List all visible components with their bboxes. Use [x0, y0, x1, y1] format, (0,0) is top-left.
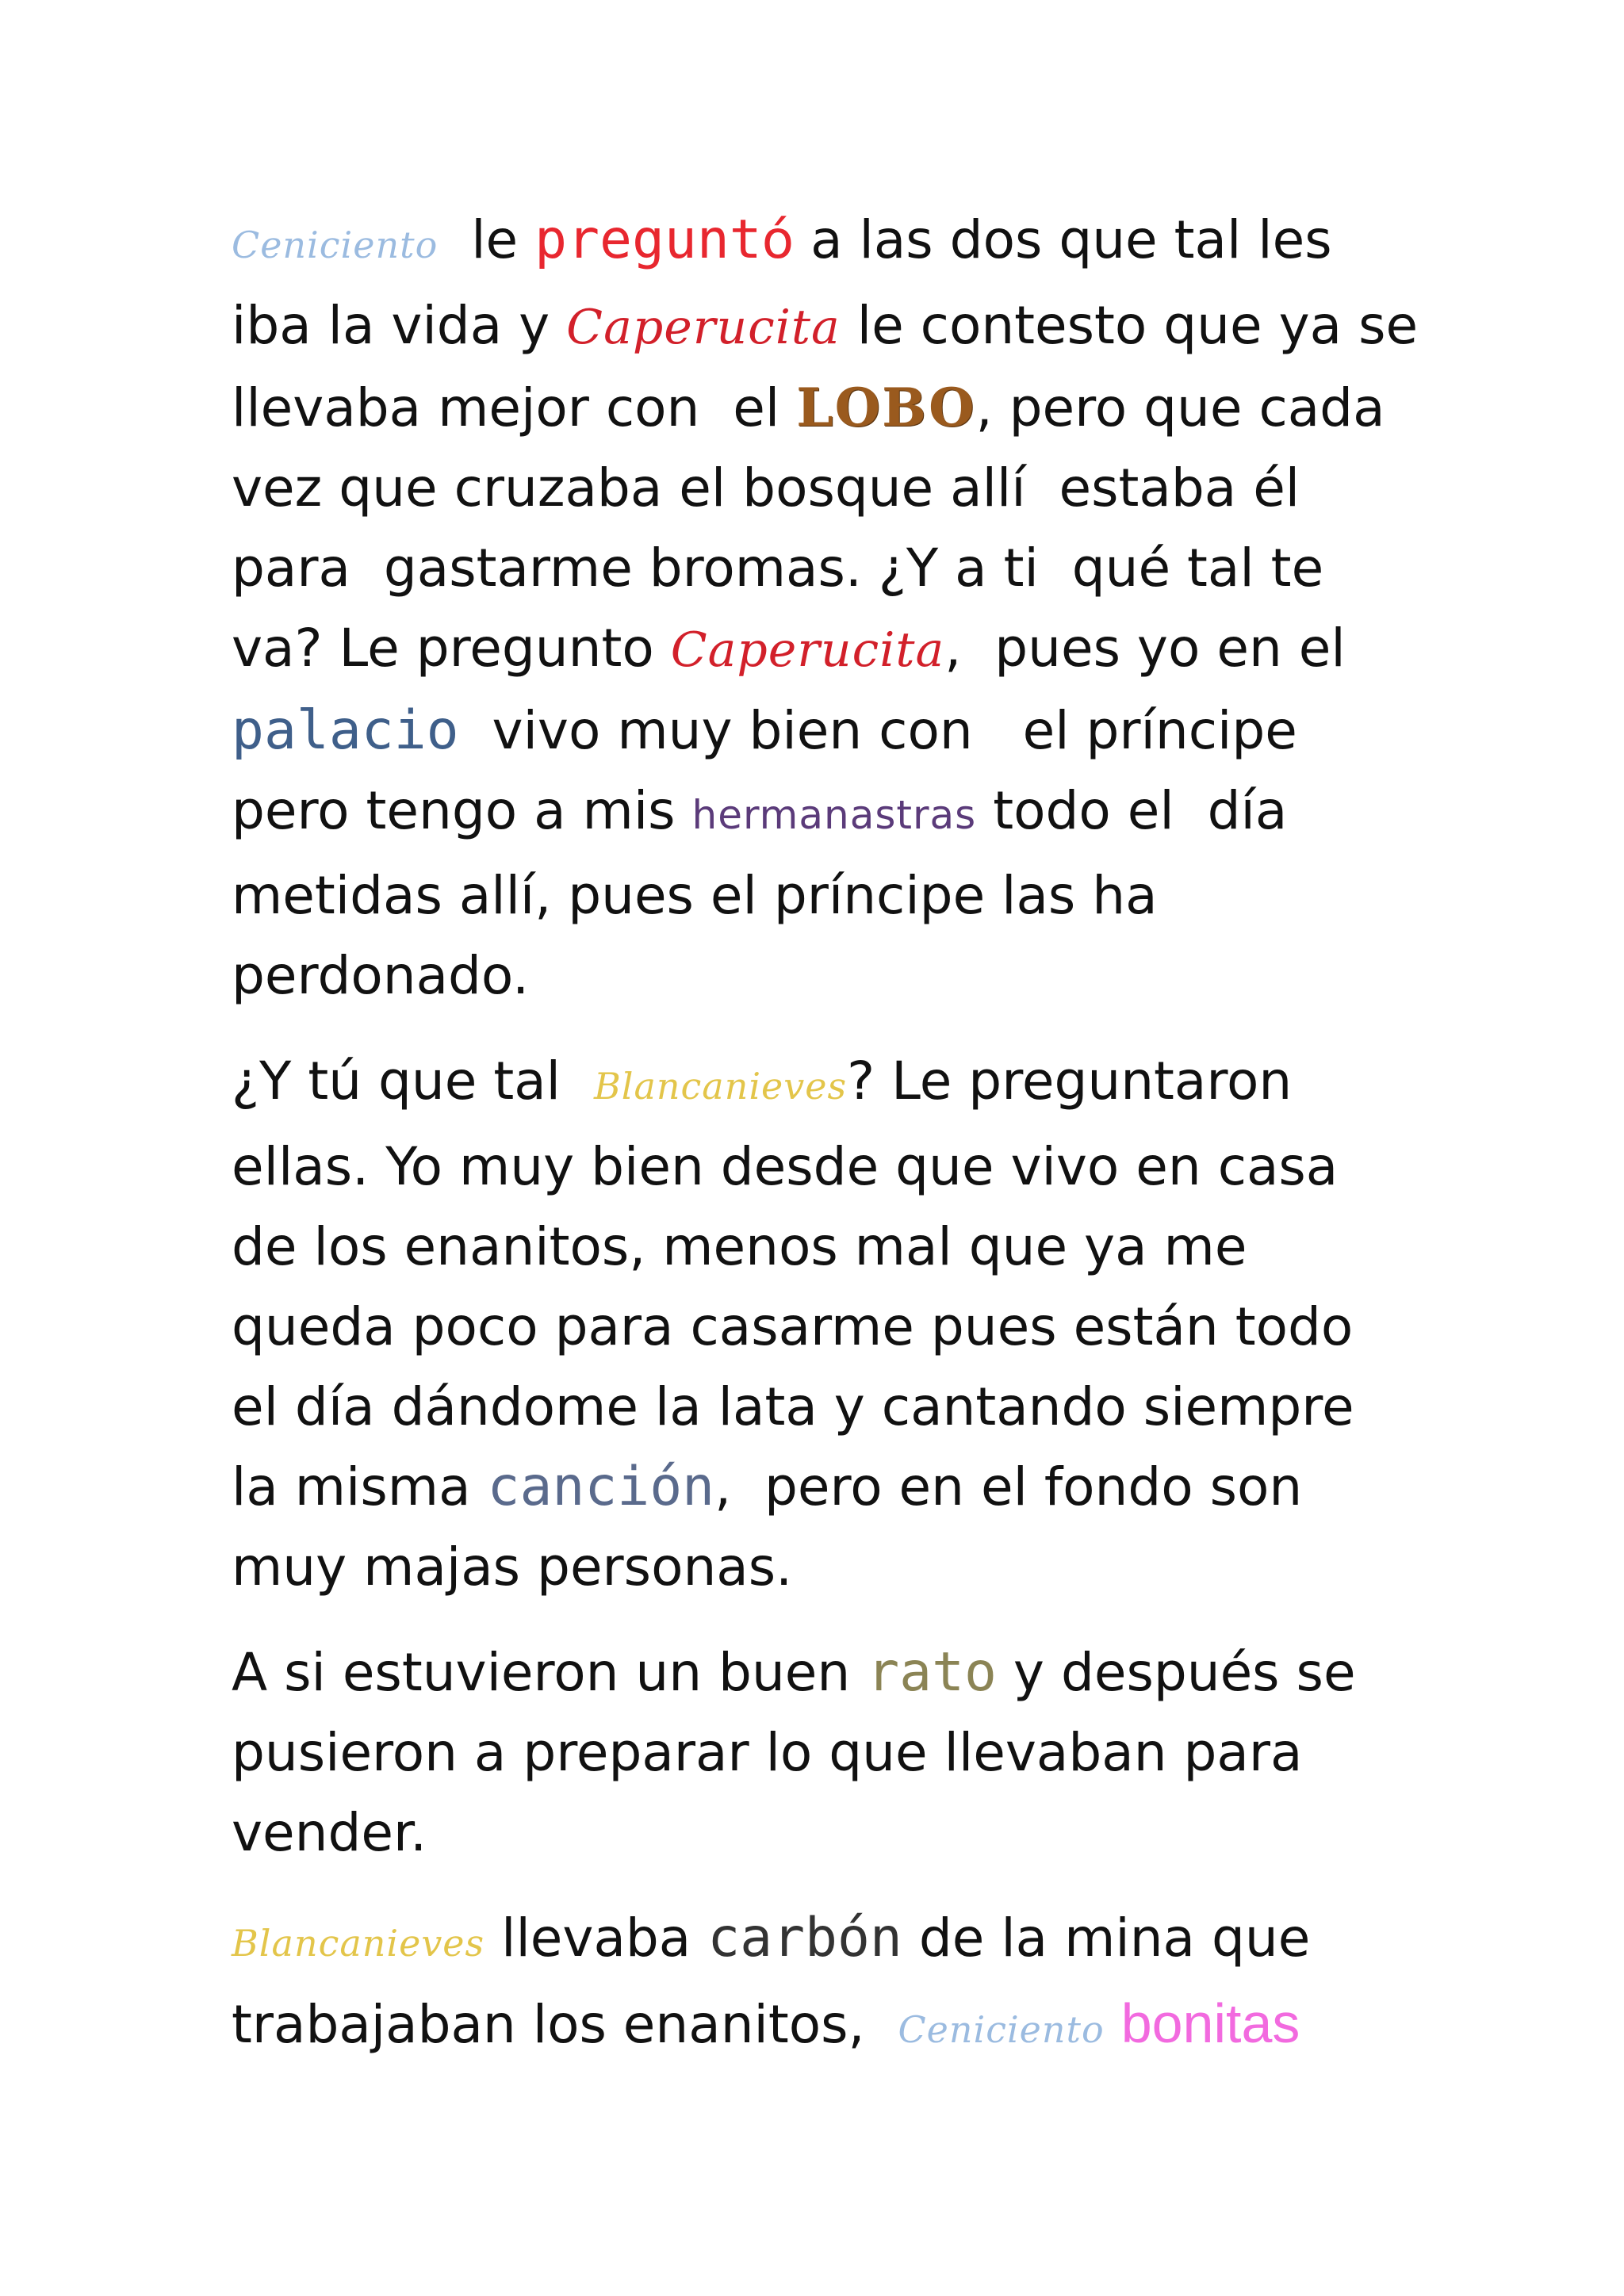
- text-line: [232, 855, 1405, 936]
- text-line: [232, 528, 1405, 608]
- text-line: [232, 200, 1405, 285]
- styled-word-gold-script: Blancanieves: [232, 1922, 485, 1965]
- text-run: , pero en el fondo son: [714, 1456, 1303, 1517]
- text-run: a las dos que tal les: [794, 209, 1332, 270]
- text-run: para gastarme bromas. ¿Y a ti qué tal te: [232, 538, 1324, 599]
- text-run: todo el día: [976, 780, 1288, 841]
- text-run: muy majas personas.: [232, 1536, 793, 1598]
- styled-word-lobo: LOBO: [796, 377, 976, 438]
- text-run: , pues yo en el: [944, 618, 1346, 679]
- text-line: [232, 1127, 1405, 1207]
- text-run: queda poco para casarme pues están todo: [232, 1296, 1354, 1357]
- text-line: [232, 1287, 1405, 1367]
- text-run: iba la vida y: [232, 295, 567, 356]
- styled-word-cinder: Ceniciento: [898, 2008, 1105, 2051]
- text-line: [232, 1793, 1405, 1873]
- text-line: [232, 1632, 1405, 1712]
- text-run: llevaba: [485, 1908, 708, 1969]
- text-line: [232, 1041, 1405, 1127]
- styled-word-palacio: palacio: [232, 699, 459, 762]
- text-run: trabajaban los enanitos,: [232, 1994, 898, 2055]
- styled-word-red-script: Caperucita: [566, 300, 841, 355]
- text-run: le: [438, 209, 535, 270]
- text-run: perdonado.: [232, 945, 530, 1006]
- styled-word-herma: hermanastras: [691, 792, 977, 838]
- text-run: y después se: [996, 1642, 1356, 1703]
- styled-word-carbon: carbón: [707, 1907, 902, 1969]
- text-line: [232, 1367, 1405, 1447]
- text-line: [232, 1898, 1405, 1984]
- text-run: llevaba mejor con el: [232, 377, 797, 438]
- text-run: de la mina que: [902, 1908, 1311, 1969]
- text-run: ? Le preguntaron: [847, 1050, 1293, 1112]
- text-line: [232, 771, 1405, 855]
- styled-word-o-red: ó: [761, 209, 795, 270]
- text-run: vivo muy bien con el príncipe: [458, 700, 1297, 761]
- styled-word-cinder: Ceniciento: [232, 224, 439, 266]
- styled-word-rato: rato: [867, 1641, 997, 1704]
- paragraph: [232, 200, 1419, 1016]
- text-line: [232, 608, 1405, 691]
- text-run: [1105, 1994, 1121, 2055]
- text-line: [232, 1527, 1405, 1607]
- text-line: [232, 1712, 1405, 1793]
- styled-word-red-script: Caperucita: [670, 622, 945, 678]
- text-line: [232, 936, 1405, 1016]
- story-text: [232, 200, 1419, 2070]
- styled-word-bonitas: bonitas: [1120, 1992, 1300, 2054]
- text-line: [232, 1984, 1405, 2070]
- text-line: [232, 1207, 1405, 1287]
- paragraph: [232, 1898, 1405, 2070]
- text-run: el día dándome la lata y cantando siempre: [232, 1376, 1354, 1437]
- text-run: vender.: [232, 1802, 427, 1863]
- text-run: le contesto que ya se: [840, 295, 1419, 356]
- text-line: [232, 285, 1419, 368]
- styled-word-gold-script: Blancanieves: [593, 1065, 848, 1108]
- text-run: la misma: [232, 1456, 488, 1517]
- text-line: [232, 448, 1405, 528]
- text-line: [232, 1447, 1405, 1527]
- text-run: pusieron a preparar lo que llevaban para: [232, 1722, 1303, 1783]
- text-run: de los enanitos, menos mal que ya me: [232, 1216, 1247, 1277]
- styled-word-preg: pregunt: [534, 209, 762, 271]
- text-run: ellas. Yo muy bien desde que vivo en casa: [232, 1136, 1339, 1197]
- paragraph: [232, 1632, 1405, 1873]
- paragraph: [232, 1041, 1405, 1607]
- text-line: [232, 691, 1405, 771]
- text-run: ¿Y tú que tal: [232, 1050, 594, 1112]
- text-run: A si estuvieron un buen: [232, 1642, 868, 1703]
- styled-word-cancion: canción: [487, 1456, 715, 1518]
- text-run: , pero que cada: [975, 377, 1385, 438]
- text-line: [232, 368, 1405, 448]
- text-run: pero tengo a mis: [232, 780, 692, 841]
- text-run: vez que cruzaba el bosque allí estaba él: [232, 457, 1300, 519]
- text-run: va? Le pregunto: [232, 618, 671, 679]
- text-run: metidas allí, pues el príncipe las ha: [232, 865, 1158, 926]
